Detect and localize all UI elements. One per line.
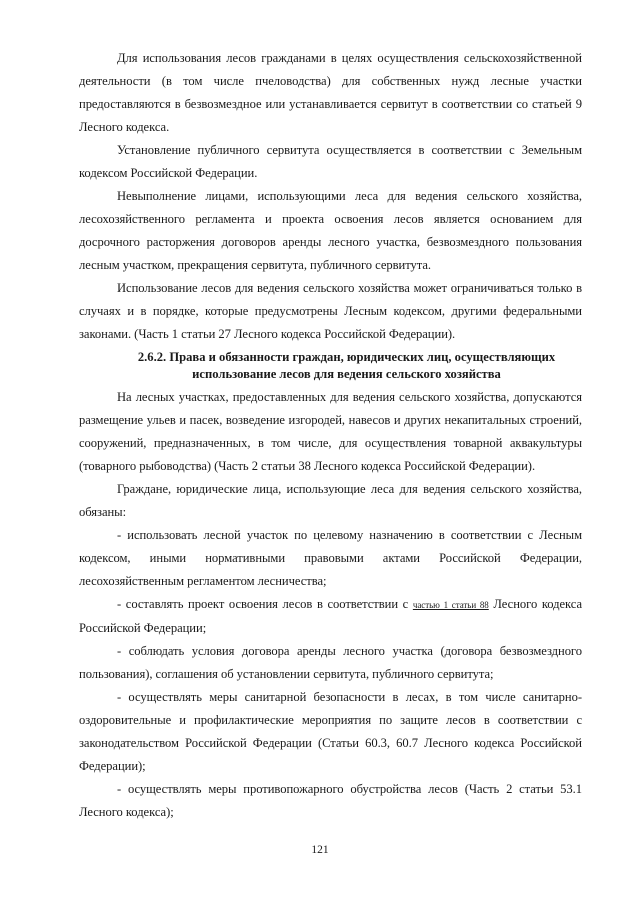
list-item-purpose-use: - использовать лесной участок по целевому назначению в соответствии с Лесным кодексом, иными нормативными правовыми актами Российской Федерации, лесохозяйственным регламентом лесничества;	[79, 528, 582, 588]
paragraph-non-compliance: Невыполнение лицами, использующими леса для ведения сельского хозяйства, лесохозяйственного регламента и проекта освоения лесов является основанием для досрочного расторжения договоров аренды лесного участка, безвозмездного пользования лесным участком, прекращения сервитута, публичного сервитута.	[79, 189, 582, 272]
list-item-text-after-link: Лесного кодекса Российской Федерации;	[79, 597, 583, 635]
paragraph-permitted-structures: На лесных участках, предоставленных для ведения сельского хозяйства, допускаются размещение ульев и пасек, возведение изгородей, навесов и других некапитальных строений, сооружений, предназначенных, в том числе, для осуществления товарной аквакультуры (товарного рыбоводства) (Часть 2 статьи 38 Лесного кодекса Российской Федерации).	[79, 390, 582, 473]
paragraph-obligations-intro: Граждане, юридические лица, использующие леса для ведения сельского хозяйства, обязаны:	[79, 482, 582, 519]
section-heading-line-1: 2.6.2. Права и обязанности граждан, юридических лиц, осуществляющих	[137, 350, 556, 364]
paragraph-public-easement: Установление публичного сервитута осуществляется в соответствии с Земельным кодексом Российской Федерации.	[79, 143, 582, 180]
paragraph-restrictions: Использование лесов для ведения сельского хозяйства может ограничиваться только в случаях и в порядке, которые предусмотрены Лесным кодексом, другими федеральными законами. (Часть 1 статьи 27 Лесного кодекса Российской Федерации).	[79, 281, 582, 341]
paragraph-agri-forest-use: Для использования лесов гражданами в целях осуществления сельскохозяйственной деятельности (в том числе пчеловодства) для собственных нужд лесные участки предоставляются в безвозмездное или устанавливается сервитут в соответствии со статьей 9 Лесного кодекса.	[79, 51, 582, 134]
document-page	[79, 47, 582, 824]
list-item-contract-terms: - соблюдать условия договора аренды лесного участка (договора безвозмездного пользования), соглашения об установлении сервитута, публичного сервитута;	[79, 644, 582, 681]
list-item-text-before-link: - составлять проект освоения лесов в соответствии с	[117, 597, 413, 611]
section-heading-line-2: использование лесов для ведения сельского хозяйства	[192, 367, 501, 381]
page-number: 121	[311, 844, 329, 856]
section-heading	[79, 346, 582, 386]
legal-reference-link[interactable]: частью 1 статьи 88	[412, 600, 489, 610]
list-item-development-project	[79, 593, 582, 640]
list-item-fire-prevention: - осуществлять меры противопожарного обустройства лесов (Часть 2 статьи 53.1 Лесного кодекса);	[79, 782, 582, 819]
list-item-sanitary-measures: - осуществлять меры санитарной безопасности в лесах, в том числе санитарно-оздоровительные и профилактические мероприятия по защите лесов в соответствии с законодательством Российской Федерации (Статьи 60.3, 60.7 Лесного кодекса Российской Федерации);	[79, 690, 582, 773]
